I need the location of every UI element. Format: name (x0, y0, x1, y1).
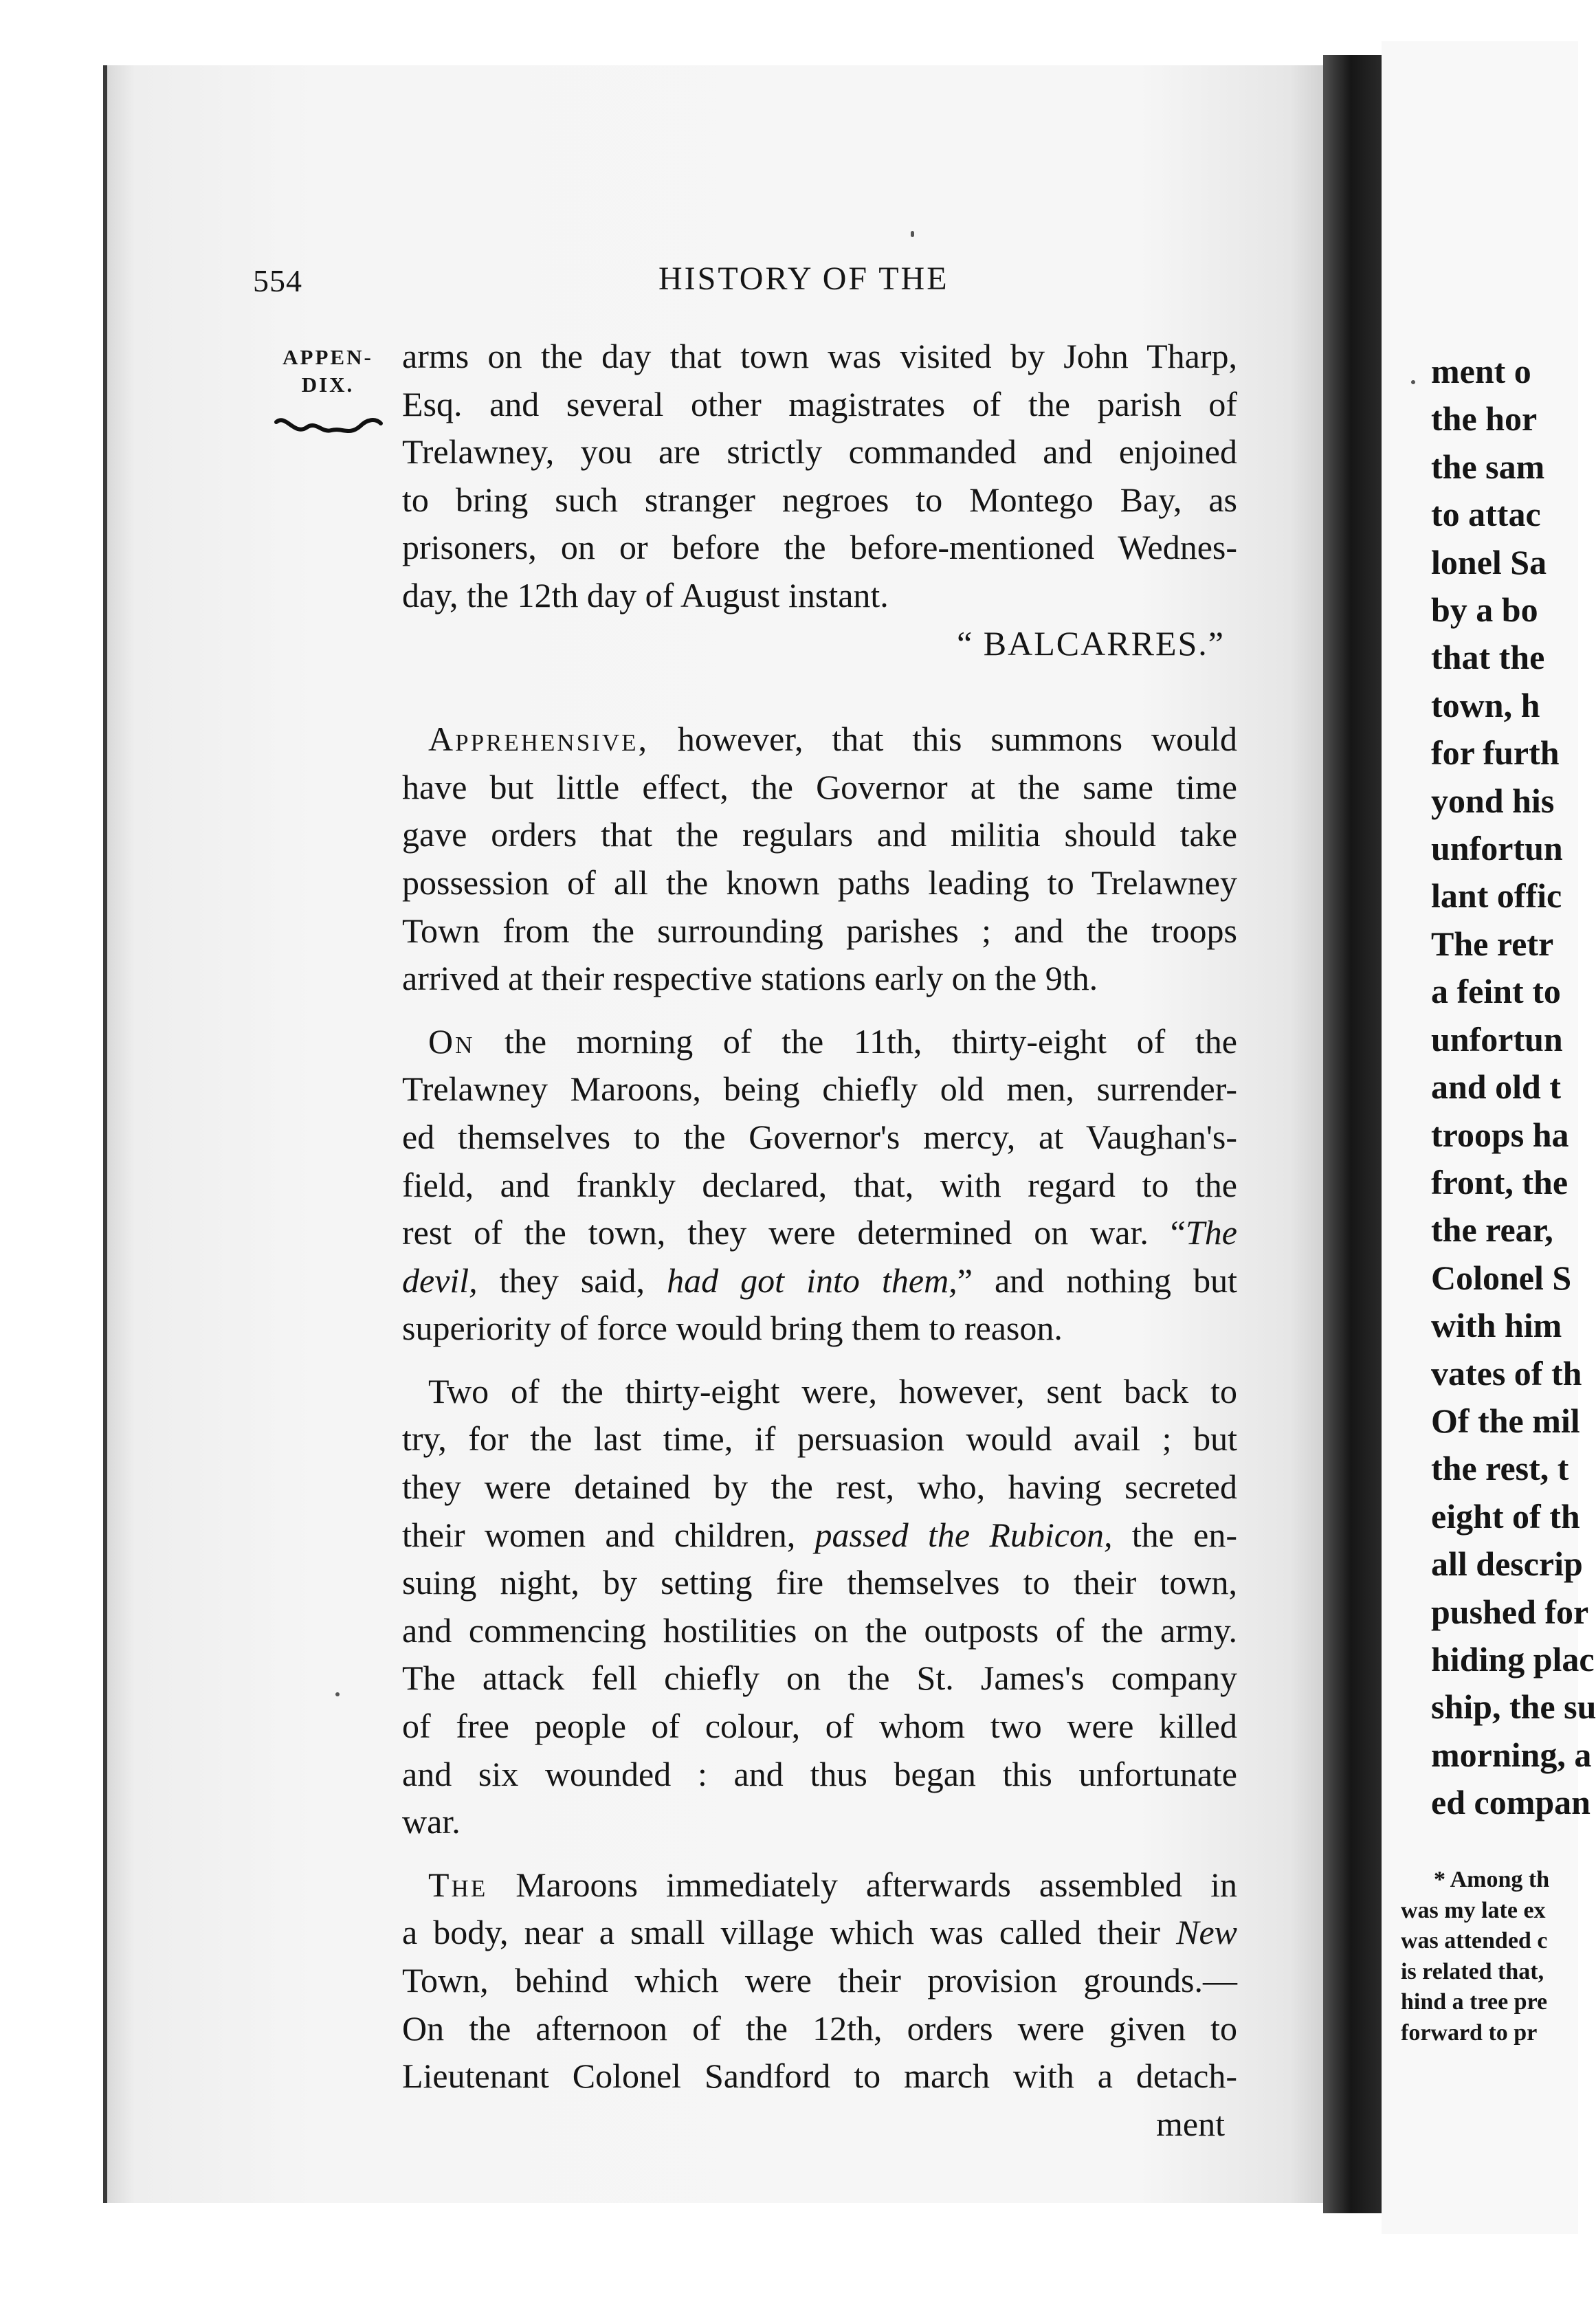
text-line: On the afternoon of the 12th, orders were given to (402, 2008, 1237, 2048)
right-page-line: unfortun (1431, 1019, 1563, 1059)
footnote-line: hind a tree pre (1401, 1989, 1548, 2015)
ink-speck (335, 1692, 340, 1696)
text-line: field, and frankly declared, that, with regard to the (402, 1165, 1237, 1204)
right-page-line: that the (1431, 638, 1545, 677)
margin-note (269, 344, 386, 399)
footnote-line: was attended c (1401, 1928, 1548, 1953)
running-head: HISTORY OF THE (658, 261, 949, 297)
italic-run: had got into them, (667, 1261, 957, 1300)
signature-line: “ BALCARRES.” (957, 623, 1225, 663)
right-page-line: lonel Sa (1431, 542, 1547, 581)
text-line: try, for the last time, if persuasion would avail ; but (402, 1419, 1237, 1459)
text-run: however, that this summons would (648, 720, 1237, 759)
right-page-line: troops ha (1431, 1115, 1569, 1154)
text-line: prisoners, on or before the before-mentioned Wednes- (402, 528, 1237, 567)
right-page-footnotes (1401, 1865, 1549, 2048)
footnote-line: is related that, (1401, 1958, 1544, 1984)
right-page-line: a feint to (1431, 972, 1561, 1011)
text-line: to bring such stranger negroes to Montego Bay, as (402, 480, 1237, 519)
right-page-line: town, h (1431, 685, 1540, 724)
drop-word: The (428, 1865, 488, 1904)
right-page-line: hiding plac (1431, 1639, 1595, 1679)
right-page-line: vates of th (1431, 1353, 1582, 1393)
drop-word: On (428, 1021, 475, 1061)
text-line: Lieutenant Colonel Sandford to march with a detach- (402, 2057, 1237, 2096)
right-page-line: the hor (1431, 399, 1538, 439)
text-line: The attack fell chiefly on the St. James's company (402, 1659, 1237, 1698)
text-run: Maroons immediately afterwards assembled in (516, 1865, 1238, 1904)
right-page-line: all descrip (1431, 1544, 1583, 1584)
text-line: Trelawney, you are strictly commanded and enjoined (402, 432, 1237, 472)
right-page-line: unfortun (1431, 829, 1563, 868)
paragraph-first-line (402, 1861, 1237, 1909)
text-line: day, the 12th day of August instant. (402, 575, 889, 614)
right-page-line: for furth (1431, 733, 1560, 773)
text-line: possession of all the known paths leading to Trelawney (402, 863, 1237, 902)
right-page-line: the rear, (1431, 1210, 1553, 1250)
right-page-line: with him (1431, 1306, 1562, 1345)
book-gutter (1323, 55, 1385, 2213)
right-page-line: ship, the su (1431, 1687, 1596, 1727)
text-line: Town, behind which were their provision grounds.— (402, 1961, 1237, 2000)
body-text (402, 333, 1237, 2148)
text-line: they were detained by the rest, who, having secreted (402, 1467, 1237, 1507)
text-line: superiority of force would bring them to reason. (402, 1309, 1063, 1348)
text-run: ” and nothing but (957, 1261, 1237, 1300)
text-line: arrived at their respective stations early on the 9th. (402, 959, 1098, 998)
flourish-ornament-icon (274, 412, 384, 440)
right-page-text (1431, 348, 1596, 1827)
italic-run: The (1186, 1213, 1237, 1252)
text-line (402, 1257, 1237, 1305)
right-page-line: ed compan (1431, 1783, 1591, 1822)
text-line: war. (402, 1802, 461, 1841)
text-line: of free people of colour, of whom two were killed (402, 1707, 1237, 1746)
text-run: they said, (477, 1261, 667, 1300)
ink-speck (911, 231, 914, 237)
right-page-line: Colonel S (1431, 1258, 1572, 1297)
text-line: suing night, by setting fire themselves to their town, (402, 1563, 1237, 1602)
text-run: rest of the town, they were determined on war. “ (402, 1213, 1186, 1252)
footnote-line: * Among th (1434, 1867, 1550, 1892)
right-page-line: Of the mil (1431, 1401, 1580, 1440)
right-page-line: pushed for (1431, 1592, 1589, 1631)
right-page-line: the rest, t (1431, 1449, 1569, 1488)
text-line (402, 1209, 1237, 1257)
text-run: their women and children, (402, 1515, 815, 1554)
right-page-line: yond his (1431, 781, 1555, 820)
right-page-line: The retr (1431, 924, 1554, 963)
text-line: gave orders that the regulars and militia should take (402, 815, 1237, 854)
right-page-line: ment o (1431, 352, 1531, 390)
right-page-line: morning, a (1431, 1735, 1592, 1774)
text-line: Trelawney Maroons, being chiefly old men, surrender- (402, 1070, 1237, 1109)
text-line: Esq. and several other magistrates of the parish of (402, 384, 1237, 423)
italic-run: devil, (402, 1261, 478, 1300)
text-line: arms on the day that town was visited by John Tharp, (402, 337, 1237, 375)
right-page-line: by a bo (1431, 590, 1538, 630)
text-line: and six wounded : and thus began this unfortunate (402, 1754, 1237, 1793)
paragraph-first-line (402, 1018, 1237, 1066)
drop-word: Apprehensive, (428, 720, 649, 759)
text-line (402, 1909, 1237, 1957)
right-page-line: the sam (1431, 447, 1545, 486)
text-line: have but little effect, the Governor at the same time (402, 767, 1237, 806)
text-run: a body, near a small village which was called their (402, 1913, 1177, 1952)
catchword: ment (1156, 2104, 1225, 2143)
footnote-line: forward to pr (1401, 2019, 1538, 2046)
margin-note-line: APPEN- (282, 345, 373, 369)
right-page-line: to attac (1431, 495, 1541, 534)
paragraph-first-line: Two of the thirty-eight were, however, sent back to (428, 1371, 1237, 1410)
paragraph-first-line (402, 716, 1237, 764)
text-run: the en- (1112, 1515, 1237, 1554)
page-number: 554 (253, 263, 302, 298)
text-run: the morning of the 11th, thirty-eight of the (505, 1021, 1237, 1061)
text-line: Town from the surrounding parishes ; and the troops (402, 911, 1237, 950)
text-line: ed themselves to the Governor's mercy, at Vaughan's- (402, 1117, 1237, 1156)
footnote-line: was my late ex (1401, 1897, 1546, 1923)
right-page-line: and old t (1431, 1067, 1561, 1107)
right-page-line: lant offic (1431, 876, 1562, 916)
ink-speck (1411, 380, 1415, 384)
text-line: and commencing hostilities on the outposts of the army. (402, 1610, 1237, 1650)
italic-run: passed the Rubicon, (814, 1515, 1113, 1554)
right-page-line: front, the (1431, 1162, 1569, 1201)
italic-run: New (1176, 1913, 1237, 1952)
right-page-line: eight of th (1431, 1496, 1580, 1536)
text-line (402, 1511, 1237, 1560)
margin-note-line: DIX. (301, 373, 355, 397)
